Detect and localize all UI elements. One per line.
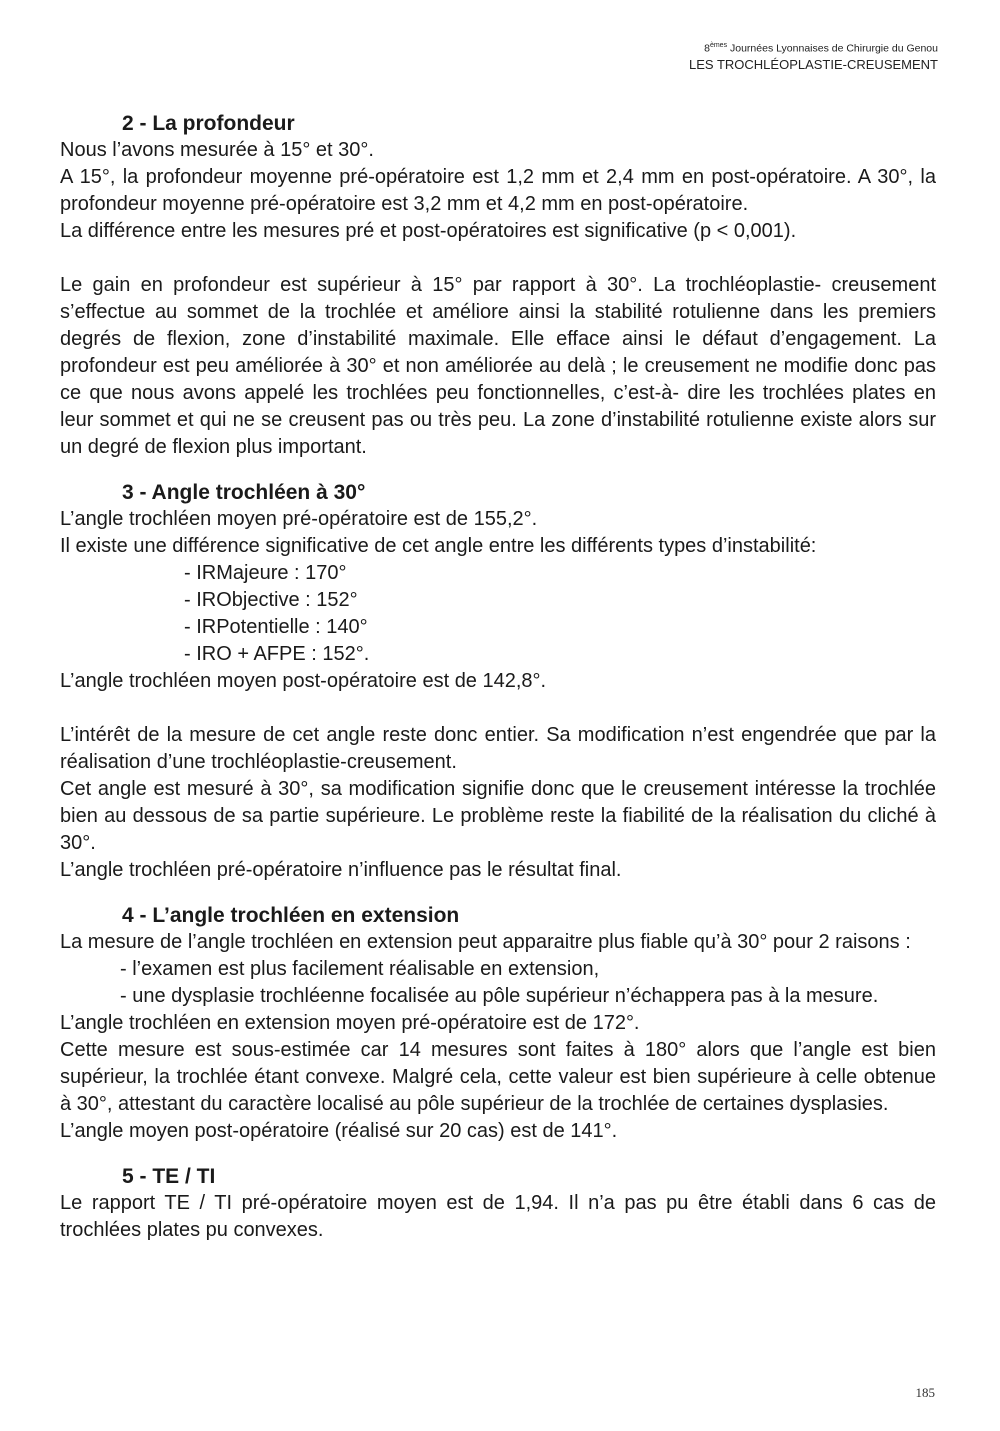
header-chapter-title: LES TROCHLÉOPLASTIE-CREUSEMENT [689, 56, 938, 72]
paragraph: L’angle trochléen en extension moyen pré-opératoire est de 172°. [60, 1012, 640, 1034]
list-item: - IRObjective : 152° [184, 589, 358, 611]
paragraph: L’angle trochléen moyen post-opératoire est de 142,8°. [60, 670, 547, 692]
running-header [689, 38, 938, 73]
page-number: 185 [915, 1385, 935, 1400]
paragraph: L’angle trochléen moyen pré-opératoire est de 155,2°. [60, 508, 538, 530]
paragraph: Le gain en profondeur est supérieur à 15° par rapport à 30°. La trochléoplastie- creusement s’effectue au sommet de la trochlée et améliore ainsi la stabilité rotulienne dans les premiers degrés de flexion, zone d’instabilité maximale. Elle efface ainsi le défaut d’engagement. La profondeur est peu améliorée à 30° et non améliorée au delà ; le creusement ne modifie donc pas ce que nous avons appelé les trochlées peu fonctionnelles, c’est-à- dire les trochlées plates en leur sommet et qui ne se creusent pas ou très peu. La zone d’instabilité rotulienne existe alors sur un degré de flexion plus important. [60, 274, 936, 458]
paragraph: A 15°, la profondeur moyenne pré-opératoire est 1,2 mm et 2,4 mm en post-opératoire. A 30°, la profondeur moyenne pré-opératoire est 3,2 mm et 4,2 mm en post-opératoire. [60, 166, 936, 215]
paragraph: La différence entre les mesures pré et post-opératoires est significative (p < 0,001). [60, 220, 797, 242]
list-item: - l’examen est plus facilement réalisable en extension, [120, 958, 600, 980]
paragraph: Nous l’avons mesurée à 15° et 30°. [60, 139, 374, 161]
list-item: - une dysplasie trochléenne focalisée au pôle supérieur n’échappera pas à la mesure. [120, 985, 879, 1007]
paragraph: L’angle moyen post-opératoire (réalisé sur 20 cas) est de 141°. [60, 1120, 618, 1142]
paragraph: L’angle trochléen pré-opératoire n’influence pas le résultat final. [60, 859, 622, 881]
list-item: - IRPotentielle : 140° [184, 616, 368, 638]
paragraph: L’intérêt de la mesure de cet angle reste donc entier. Sa modification n’est engendrée que par la réalisation d’une trochléoplastie-creusement. [60, 724, 936, 773]
section-heading-angle-extension: 4 - L’angle trochléen en extension [122, 904, 460, 927]
section-heading-profondeur: 2 - La profondeur [122, 112, 295, 135]
paragraph: Cette mesure est sous-estimée car 14 mesures sont faites à 180° alors que l’angle est bien supérieur, la trochlée étant convexe. Malgré cela, cette valeur est bien supérieure à celle obtenue à 30°, attestant du caractère localisé au pôle supérieur de la trochlée de certaines dysplasies. [60, 1039, 936, 1115]
paragraph: Il existe une différence significative de cet angle entre les différents types d’instabilité: [60, 535, 817, 557]
list-item: - IRMajeure : 170° [184, 562, 347, 584]
section-heading-angle-30: 3 - Angle trochléen à 30° [122, 481, 366, 504]
list-item: - IRO + AFPE : 152°. [184, 643, 370, 665]
header-conference-line: 8èmes Journées Lyonnaises de Chirurgie du Genou [704, 42, 938, 55]
paragraph: Cet angle est mesuré à 30°, sa modification signifie donc que le creusement intéresse la trochlée bien au dessous de sa partie supérieure. Le problème reste la fiabilité de la réalisation du cliché à 30°. [60, 778, 936, 854]
article-body [60, 110, 936, 1244]
paragraph: La mesure de l’angle trochléen en extension peut apparaitre plus fiable qu’à 30° pour 2 raisons : [60, 931, 911, 953]
paragraph: Le rapport TE / TI pré-opératoire moyen est de 1,94. Il n’a pas pu être établi dans 6 cas de trochlées plates pu convexes. [60, 1192, 936, 1241]
section-heading-te-ti: 5 - TE / TI [122, 1165, 216, 1188]
